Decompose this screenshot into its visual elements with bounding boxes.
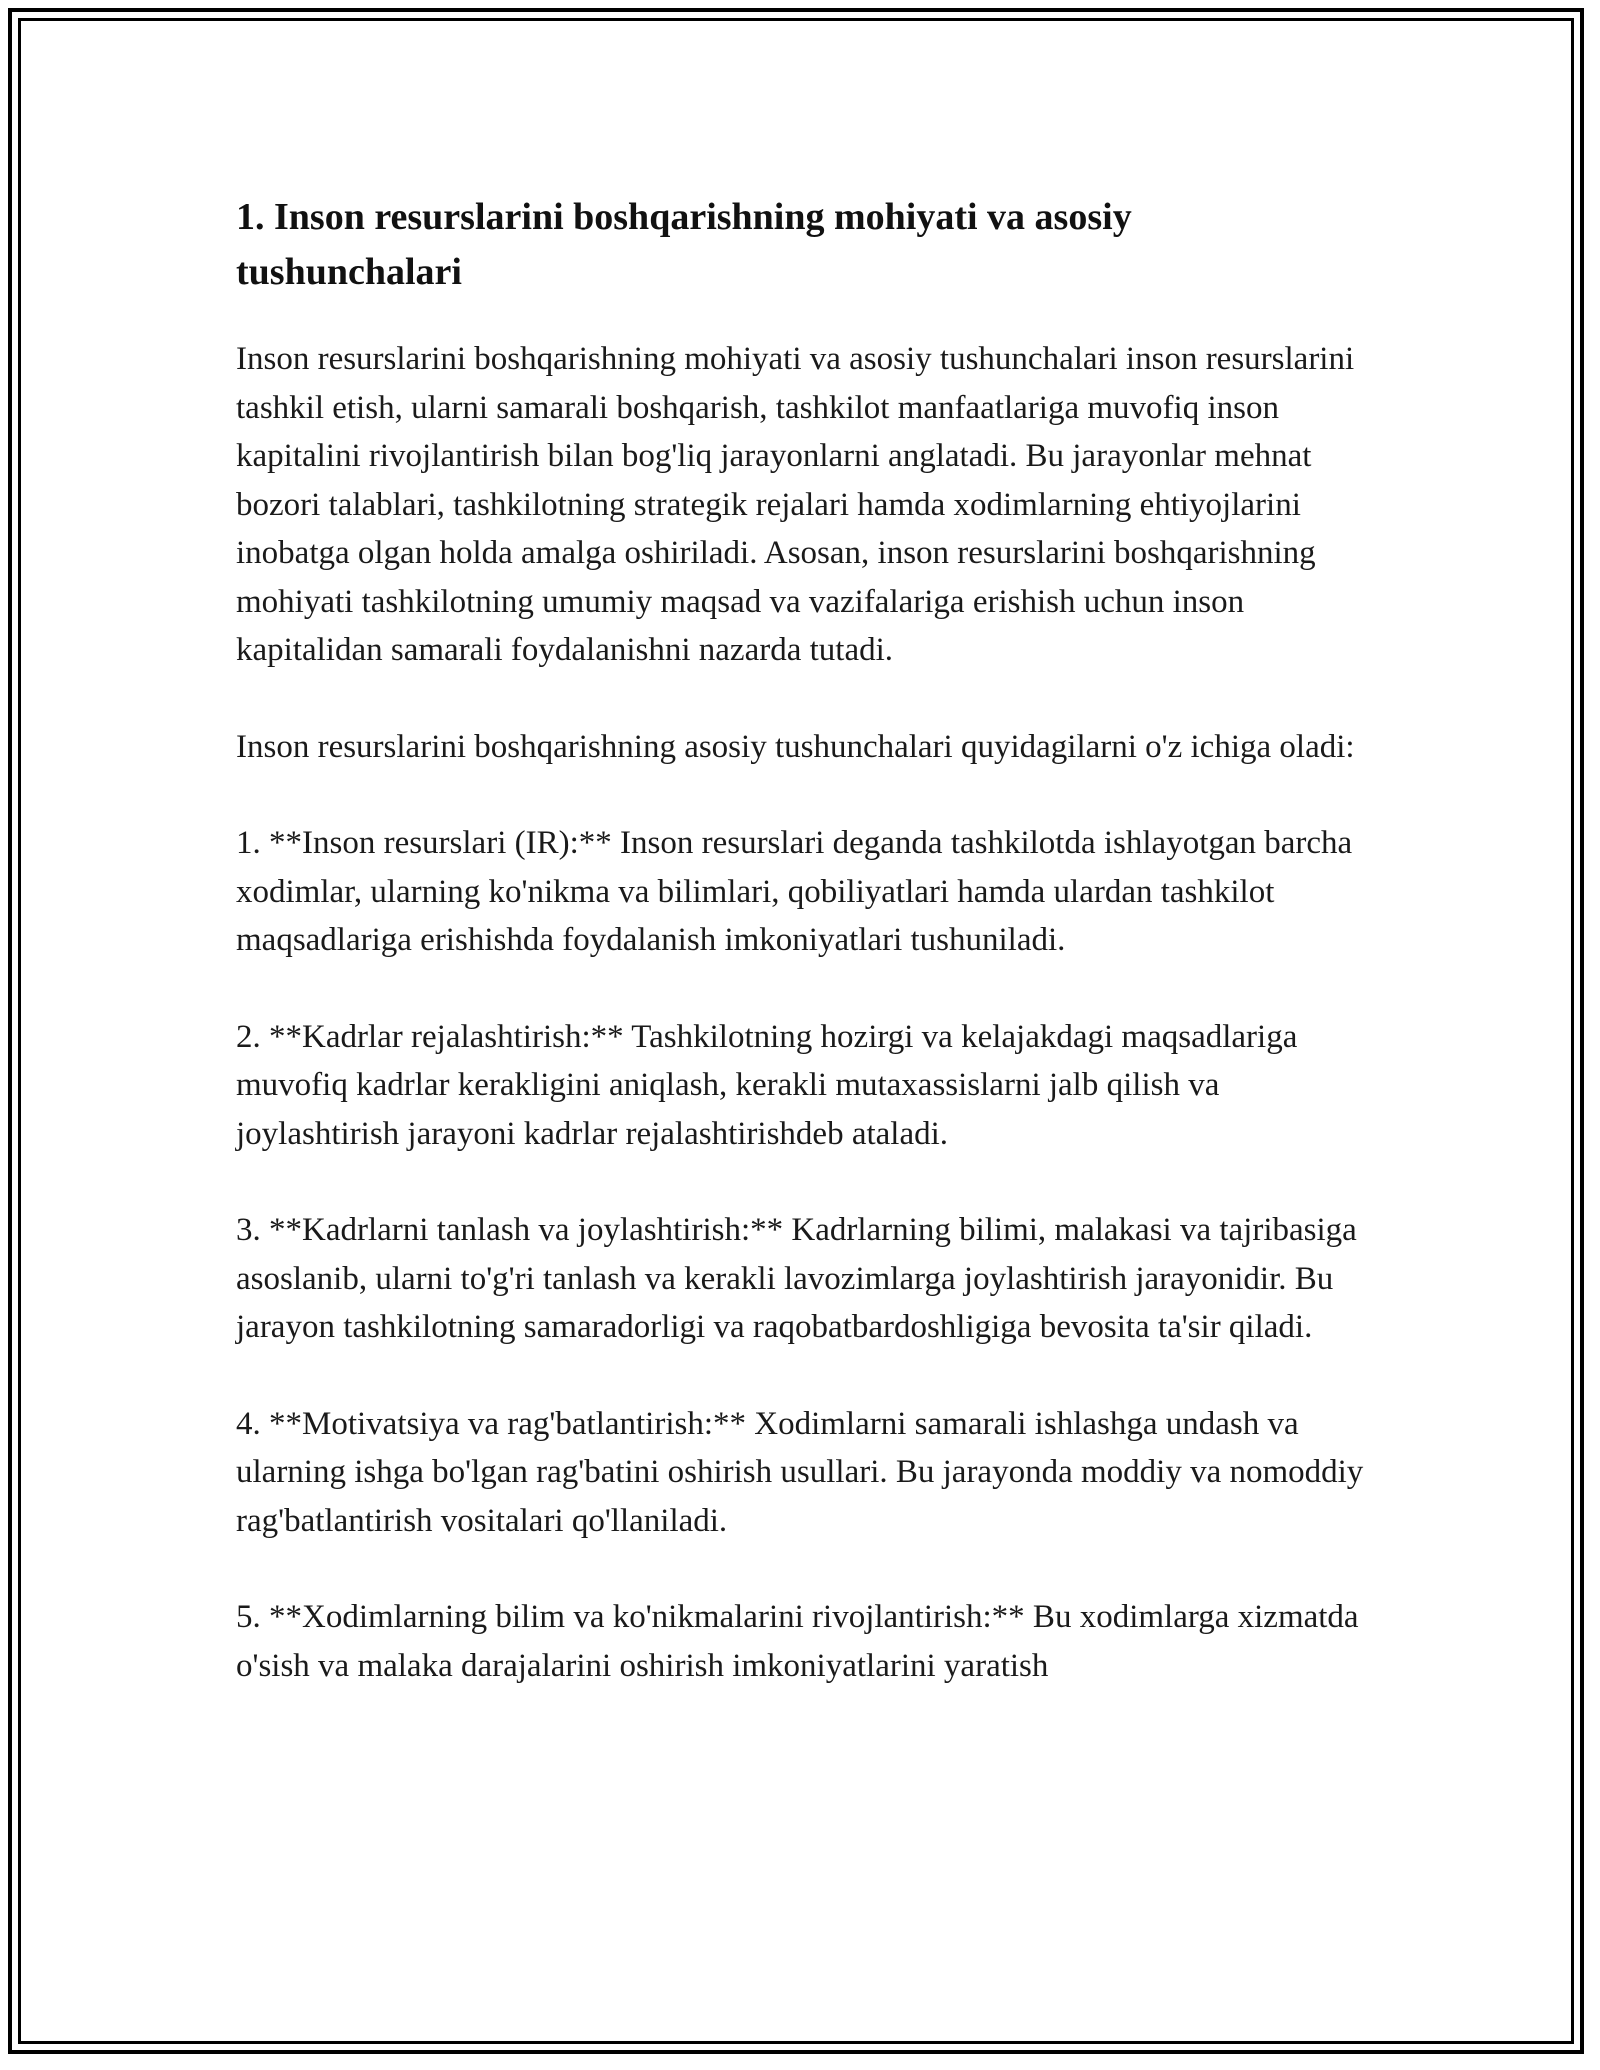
list-item-motivation: 4. **Motivatsiya va rag'batlantirish:** Xodimlarni samarali ishlashga undash va ularning ishga bo'lgan rag'batini oshirish usullari. Bu jarayonda moddiy va nomoddiy rag'batlantirish vositalari qo'llaniladi. [236,1405,1364,1539]
list-item-selection-placement: 3. **Kadrlarni tanlash va joylashtirish:** Kadrlarning bilimi, malakasi va tajribasiga asoslanib, ularni to'g'ri tanlash va kerakli lavozimlarga joylashtirish jarayonidir. Bu jarayon tashkilotning samaradorligi va raqobatbardoshligiga bevosita ta'sir qiladi. [236,1212,1357,1345]
document-body [236,190,1366,1690]
list-item-skills-development: 5. **Xodimlarning bilim va ko'nikmalarini rivojlantirish:** Bu xodimlarga xizmatda o'sish va malaka darajalarini oshirish imkoniyatlarini yaratish [236,1599,1359,1684]
list-item-personnel-planning: 2. **Kadrlar rejalashtirish:** Tashkilotning hozirgi va kelajakdagi maqsadlariga muvofiq kadrlar kerakligini aniqlash, kerakli mutaxassislarni jalb qilish va joylashtirish jarayoni kadrlar rejalashtirishdeb ataladi. [236,1018,1298,1152]
list-item-human-resources: 1. **Inson resurslari (IR):** Inson resurslari deganda tashkilotda ishlayotgan barcha xodimlar, ularning ko'nikma va bilimlari, qobiliyatlari hamda ulardan tashkilot maqsadlariga erishishda foydalanish imkoniyatlari tushuniladi. [236,825,1353,958]
concepts-intro-paragraph: Inson resurslarini boshqarishning asosiy tushunchalari quyidagilarni o'z ichiga oladi: [236,728,1355,765]
section-heading: 1. Inson resurslarini boshqarishning mohiyati va asosiy tushunchalari [236,196,1132,293]
intro-paragraph: Inson resurslarini boshqarishning mohiyati va asosiy tushunchalari inson resurslarini tashkil etish, ularni samarali boshqarish, tashkilot manfaatlariga muvofiq inson kapitalini rivojlantirish bilan bog'liq jarayonlarni anglatadi. Bu jarayonlar mehnat bozori talablari, tashkilotning strategik rejalari hamda xodimlarning ehtiyojlarini inobatga olgan holda amalga oshiriladi. Asosan, inson resurslarini boshqarishning mohiyati tashkilotning umumiy maqsad va vazifalariga erishish uchun inson kapitalidan samarali foydalanishni nazarda tutadi. [236,341,1355,668]
